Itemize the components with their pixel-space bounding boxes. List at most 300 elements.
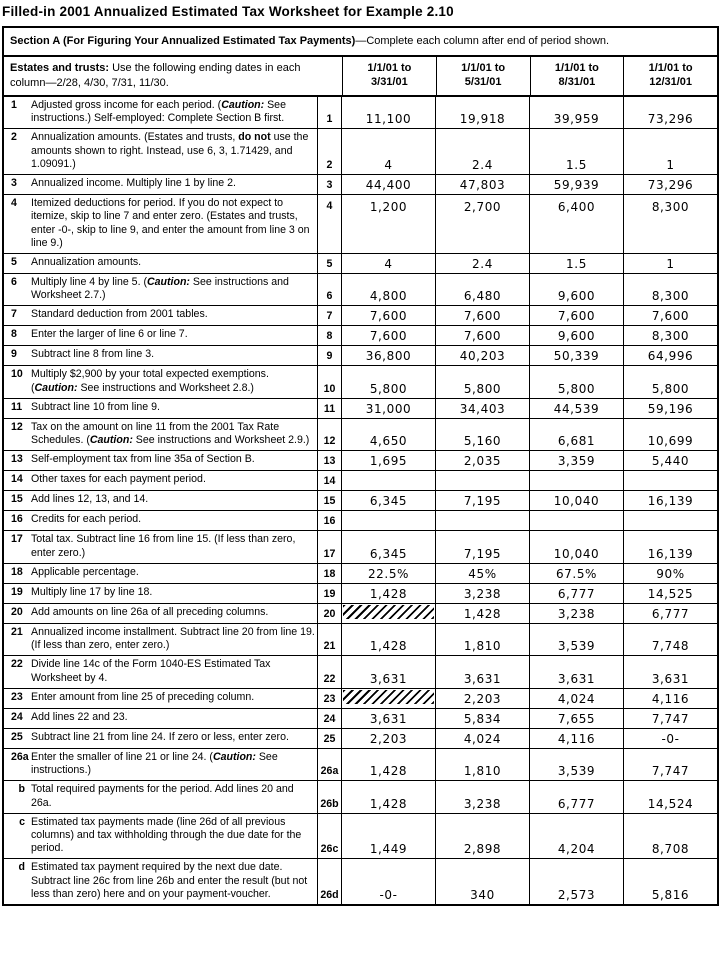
value-cell-line-12-col-4: [624, 419, 717, 450]
entered-value: 40,203: [459, 349, 506, 364]
entered-value: 3,238: [463, 796, 502, 811]
value-cell-line-11-col-1: [342, 399, 436, 418]
value-cell-line-23-col-1: [342, 689, 436, 708]
worksheet-row: [4, 624, 717, 656]
line-number-label: 2: [11, 131, 17, 144]
entered-value: 1,428: [369, 796, 408, 811]
worksheet-row: [4, 491, 717, 511]
worksheet-row: [4, 366, 717, 398]
period-header-4: [624, 57, 717, 95]
value-cell-line-9-col-1: [342, 346, 436, 365]
value-cell-line-15-col-2: [436, 491, 530, 510]
line-number-box: 8: [318, 326, 342, 345]
value-cell-line-23-col-3: [530, 689, 624, 708]
worksheet-row: [4, 531, 717, 563]
line-number-box: 4: [318, 195, 342, 253]
worksheet-row: [4, 511, 717, 531]
line-number-box: 16: [318, 511, 342, 530]
value-cell-line-3-col-1: [342, 175, 436, 194]
description-segment: Subtract line 21 from line 24. If zero or less, enter zero.: [31, 730, 289, 743]
line-description: [31, 131, 315, 171]
line-number-label: 9: [11, 348, 17, 361]
line-number-label: 19: [11, 585, 23, 598]
description-segment: See instructions and Worksheet 2.9.): [132, 434, 310, 447]
line-description-cell: [4, 129, 318, 174]
line-number-box: 26a: [318, 749, 342, 780]
line-number-label: 10: [11, 368, 23, 381]
estates-trusts-text: Use the following ending dates in each column—2/28, 4/30, 7/31, 11/30.: [10, 62, 301, 89]
column-header-row: [4, 57, 717, 97]
entered-value: 50,339: [553, 349, 600, 364]
value-cell-line-26d-col-1: [342, 859, 436, 904]
value-cell-line-16-col-4: [624, 511, 717, 530]
line-number-box: 17: [318, 531, 342, 562]
value-cell-line-15-col-1: [342, 491, 436, 510]
entered-value: 1,695: [369, 454, 408, 469]
value-cell-line-2-col-4: [624, 129, 717, 174]
value-cell-line-11-col-2: [436, 399, 530, 418]
description-segment: See instructions and Worksheet 2.8.): [77, 381, 254, 394]
period-start: 1/1/01 to: [648, 62, 693, 75]
line-number-box: 21: [318, 624, 342, 655]
value-cell-line-17-col-1: [342, 531, 436, 562]
value-cell-line-21-col-1: [342, 624, 436, 655]
line-number-label: d: [18, 861, 25, 874]
worksheet-row: [4, 129, 717, 175]
entered-value: 4: [384, 257, 393, 271]
value-cell-line-13-col-4: [624, 451, 717, 470]
value-cell-line-13-col-1: [342, 451, 436, 470]
line-number-box: 24: [318, 709, 342, 728]
value-cell-line-26c-col-1: [342, 814, 436, 859]
value-cell-line-7-col-4: [624, 306, 717, 325]
entered-value: 2,898: [463, 842, 502, 857]
line-description-cell: [4, 781, 318, 812]
worksheet-row: [4, 195, 717, 254]
value-cell-line-21-col-2: [436, 624, 530, 655]
entered-value: 44,400: [365, 178, 412, 193]
entered-value: 2,203: [369, 731, 408, 746]
value-cell-line-6-col-1: [342, 274, 436, 305]
entered-value: 2,700: [463, 200, 502, 215]
entered-value: 6,681: [557, 434, 596, 449]
entered-value: 7,600: [463, 329, 502, 344]
line-description: [31, 816, 315, 856]
line-number-label: 18: [11, 565, 23, 578]
line-description: [31, 533, 315, 559]
value-cell-line-10-col-2: [436, 366, 530, 397]
line-description-cell: [4, 399, 318, 418]
entered-value: 6,777: [651, 606, 690, 621]
entered-value: 4,800: [369, 289, 408, 304]
description-segment: Caution:: [34, 381, 78, 394]
line-description: [31, 691, 315, 705]
line-number-box: 2: [318, 129, 342, 174]
entered-value: 7,655: [557, 711, 596, 726]
entered-value: 16,139: [647, 494, 694, 509]
worksheet-row: [4, 97, 717, 129]
description-segment: Total tax. Subtract line 16 from line 15. (If less than zero, enter zero.): [31, 533, 296, 559]
entered-value: 7,600: [557, 309, 596, 324]
line-description: [31, 401, 315, 415]
value-cell-line-20-col-1: [342, 604, 436, 623]
line-number-box: 13: [318, 451, 342, 470]
value-cell-line-18-col-2: [436, 564, 530, 583]
entered-value: 36,800: [365, 349, 412, 364]
period-end: 12/31/01: [649, 76, 693, 89]
line-description-cell: [4, 195, 318, 253]
line-description: [31, 493, 315, 507]
description-segment: Tax on the amount on line 11 from the 2001 Tax Rate Schedules. (: [31, 420, 280, 447]
section-a-header: [4, 28, 717, 57]
line-number-label: 4: [11, 197, 17, 210]
value-cell-line-26a-col-1: [342, 749, 436, 780]
value-cell-line-3-col-4: [624, 175, 717, 194]
line-number-label: 22: [11, 658, 23, 671]
entered-value: 8,300: [651, 289, 690, 304]
value-cell-line-12-col-2: [436, 419, 530, 450]
period-header-3: [531, 57, 625, 95]
line-description: [31, 626, 315, 652]
line-number-label: 7: [11, 308, 17, 321]
description-segment: Annualization amounts. (Estates and trusts,: [31, 131, 239, 144]
worksheet-row: [4, 306, 717, 326]
value-cell-line-26a-col-3: [530, 749, 624, 780]
line-description: [31, 751, 315, 777]
entered-value: 14,524: [647, 796, 694, 811]
line-description: [31, 861, 315, 901]
description-segment: Enter the smaller of line 21 or line 24. (: [31, 750, 213, 763]
entered-value: 1,449: [369, 842, 408, 857]
line-description-cell: [4, 326, 318, 345]
hatched-blocked-cell: [343, 605, 434, 619]
value-cell-line-25-col-2: [436, 729, 530, 748]
entered-value: 2,035: [463, 454, 502, 469]
value-cell-line-21-col-4: [624, 624, 717, 655]
value-cell-line-26b-col-2: [436, 781, 530, 812]
value-cell-line-7-col-2: [436, 306, 530, 325]
line-description-cell: [4, 624, 318, 655]
line-number-label: 24: [11, 710, 23, 723]
value-cell-line-2-col-1: [342, 129, 436, 174]
line-number-box: 15: [318, 491, 342, 510]
line-description-cell: [4, 749, 318, 780]
worksheet-row: [4, 274, 717, 306]
line-description: [31, 197, 315, 250]
value-cell-line-19-col-3: [530, 584, 624, 603]
value-cell-line-5-col-3: [530, 254, 624, 273]
line-number-label: 13: [11, 453, 23, 466]
line-number-label: 11: [11, 400, 23, 413]
period-end: 3/31/01: [371, 76, 408, 89]
section-a-note: —Complete each column after end of period shown.: [355, 35, 610, 47]
value-cell-line-9-col-3: [530, 346, 624, 365]
entered-value: 3,631: [369, 711, 408, 726]
line-description-cell: [4, 564, 318, 583]
entered-value: 8,708: [651, 842, 690, 857]
line-description-cell: [4, 451, 318, 470]
period-end: 5/31/01: [464, 76, 502, 89]
value-cell-line-8-col-1: [342, 326, 436, 345]
entered-value: 6,480: [463, 289, 502, 304]
description-segment: Annualized income installment. Subtract line 20 from line 19. (If less than zero, enter zero.): [31, 625, 315, 652]
entered-value: 10,040: [553, 546, 600, 561]
value-cell-line-22-col-1: [342, 656, 436, 687]
worksheet-row: [4, 859, 717, 904]
entered-value: 45%: [468, 566, 497, 581]
entered-value: 7,748: [651, 639, 690, 654]
value-cell-line-17-col-2: [436, 531, 530, 562]
line-number-label: 6: [11, 276, 17, 288]
description-segment: Caution:: [212, 750, 256, 763]
description-segment: Total required payments for the period. Add lines 20 and 26a.: [31, 783, 294, 809]
line-description-cell: [4, 366, 318, 397]
worksheet-row: [4, 729, 717, 749]
value-cell-line-3-col-3: [530, 175, 624, 194]
line-number-box: 6: [318, 274, 342, 305]
worksheet-row: [4, 471, 717, 491]
entered-value: 8,300: [651, 200, 690, 215]
value-cell-line-6-col-3: [530, 274, 624, 305]
line-number-box: 3: [318, 175, 342, 194]
worksheet-row: [4, 399, 717, 419]
description-segment: Caution:: [221, 98, 265, 111]
description-segment: See instructions.): [31, 750, 278, 777]
value-cell-line-15-col-3: [530, 491, 624, 510]
entered-value: 5,160: [463, 434, 502, 449]
line-description-cell: [4, 656, 318, 687]
description-segment: Enter amount from line 25 of preceding column.: [31, 690, 255, 703]
value-cell-line-8-col-4: [624, 326, 717, 345]
value-cell-line-14-col-2: [436, 471, 530, 490]
entered-value: 44,539: [553, 401, 600, 416]
line-number-label: 16: [11, 513, 23, 526]
value-cell-line-4-col-4: [624, 195, 717, 253]
description-segment: Caution:: [89, 434, 133, 447]
line-number-box: 26b: [318, 781, 342, 812]
entered-value: 59,939: [553, 178, 600, 193]
value-cell-line-26b-col-4: [624, 781, 717, 812]
line-number-label: b: [18, 783, 25, 796]
line-description: [31, 473, 315, 487]
line-description: [31, 658, 315, 684]
entered-value: 3,631: [463, 671, 502, 686]
entered-value: 4,024: [557, 691, 596, 706]
worksheet-row: [4, 656, 717, 688]
value-cell-line-13-col-3: [530, 451, 624, 470]
line-number-box: 9: [318, 346, 342, 365]
entered-value: 7,747: [651, 711, 690, 726]
value-cell-line-26d-col-2: [436, 859, 530, 904]
description-segment: Multiply $2,900 by your total expected exemptions. (: [31, 368, 269, 394]
value-cell-line-22-col-2: [436, 656, 530, 687]
description-segment: do not: [238, 131, 271, 144]
value-cell-line-16-col-3: [530, 511, 624, 530]
worksheet-rows: [4, 97, 717, 904]
line-number-label: 15: [11, 493, 23, 506]
line-description: [31, 586, 315, 600]
line-description: [31, 453, 315, 467]
line-description: [31, 711, 315, 725]
entered-value: 340: [470, 888, 495, 903]
line-description: [31, 308, 315, 322]
line-description-cell: [4, 511, 318, 530]
period-start: 1/1/01 to: [461, 62, 506, 75]
line-description: [31, 328, 315, 342]
line-number-box: 12: [318, 419, 342, 450]
line-description-cell: [4, 729, 318, 748]
line-number-label: 3: [11, 177, 17, 190]
period-header-1: [343, 57, 437, 95]
entered-value: 2.4: [472, 257, 493, 271]
description-segment: Enter the larger of line 6 or line 7.: [31, 328, 188, 341]
description-segment: Subtract line 8 from line 3.: [31, 348, 155, 361]
line-number-box: 11: [318, 399, 342, 418]
entered-value: 64,996: [647, 349, 694, 364]
value-cell-line-17-col-4: [624, 531, 717, 562]
entered-value: 3,238: [557, 606, 596, 621]
value-cell-line-25-col-4: [624, 729, 717, 748]
entered-value: 5,800: [463, 381, 502, 396]
entered-value: 9,600: [557, 289, 596, 304]
line-number-label: 12: [11, 420, 23, 433]
value-cell-line-6-col-4: [624, 274, 717, 305]
line-number-label: 20: [11, 605, 23, 618]
entered-value: 3,238: [463, 586, 502, 601]
entered-value: 4: [384, 158, 393, 173]
value-cell-line-2-col-2: [436, 129, 530, 174]
line-number-box: 7: [318, 306, 342, 325]
period-start: 1/1/01 to: [554, 62, 599, 75]
line-description: [31, 421, 315, 447]
value-cell-line-11-col-3: [530, 399, 624, 418]
value-cell-line-15-col-4: [624, 491, 717, 510]
value-cell-line-20-col-3: [530, 604, 624, 623]
entered-value: 3,631: [557, 671, 596, 686]
line-description: [31, 256, 315, 270]
entered-value: 5,816: [651, 888, 690, 903]
line-description-cell: [4, 491, 318, 510]
value-cell-line-24-col-3: [530, 709, 624, 728]
entered-value: 39,959: [553, 112, 600, 127]
value-cell-line-8-col-3: [530, 326, 624, 345]
entered-value: 1,200: [369, 200, 408, 215]
worksheet-row: [4, 749, 717, 781]
line-number-box: 19: [318, 584, 342, 603]
entered-value: 19,918: [459, 112, 506, 127]
line-number-box: 1: [318, 97, 342, 128]
worksheet-row: [4, 584, 717, 604]
period-header-2: [437, 57, 531, 95]
worksheet-row: [4, 689, 717, 709]
entered-value: 31,000: [365, 401, 412, 416]
worksheet-row: [4, 419, 717, 451]
line-number-box: 18: [318, 564, 342, 583]
value-cell-line-22-col-3: [530, 656, 624, 687]
entered-value: 3,631: [369, 671, 408, 686]
entered-value: 7,600: [369, 329, 408, 344]
value-cell-line-2-col-3: [530, 129, 624, 174]
description-segment: Caution:: [147, 276, 190, 288]
line-number-label: 23: [11, 690, 23, 703]
value-cell-line-23-col-2: [436, 689, 530, 708]
entered-value: 7,195: [463, 546, 502, 561]
description-segment: Add lines 22 and 23.: [31, 710, 128, 723]
line-number-box: 22: [318, 656, 342, 687]
value-cell-line-19-col-4: [624, 584, 717, 603]
description-segment: Add lines 12, 13, and 14.: [31, 493, 149, 506]
worksheet-row: [4, 604, 717, 624]
worksheet-table: [2, 26, 719, 906]
worksheet-row: [4, 814, 717, 860]
line-description-cell: [4, 709, 318, 728]
entered-value: 4,116: [557, 731, 596, 746]
entered-value: 1,810: [463, 764, 502, 779]
value-cell-line-1-col-3: [530, 97, 624, 128]
description-segment: Estimated tax payment required by the next due date. Subtract line 26c from line 26b and enter the result (but not less than zero) here and on your payment-voucher.: [31, 861, 308, 900]
line-description-cell: [4, 531, 318, 562]
worksheet-row: [4, 346, 717, 366]
line-number-label: c: [19, 815, 25, 828]
value-cell-line-25-col-3: [530, 729, 624, 748]
value-cell-line-22-col-4: [624, 656, 717, 687]
entered-value: 34,403: [459, 401, 506, 416]
line-number-label: 5: [11, 256, 17, 268]
value-cell-line-16-col-2: [436, 511, 530, 530]
line-description: [31, 566, 315, 580]
value-cell-line-5-col-4: [624, 254, 717, 273]
entered-value: 73,296: [647, 112, 694, 127]
line-number-label: 1: [11, 98, 17, 111]
value-cell-line-14-col-1: [342, 471, 436, 490]
line-number-label: 17: [11, 533, 23, 546]
entered-value: 6,400: [557, 200, 596, 215]
entered-value: -0-: [379, 888, 398, 903]
description-segment: See instructions.) Self-employed: Complete Section B first.: [31, 98, 286, 125]
entered-value: 1: [666, 158, 675, 173]
entered-value: 5,834: [463, 711, 502, 726]
value-cell-line-21-col-3: [530, 624, 624, 655]
value-cell-line-20-col-4: [624, 604, 717, 623]
entered-value: 1: [666, 257, 675, 271]
section-a-title: Section A (For Figuring Your Annualized Estimated Tax Payments): [10, 35, 356, 47]
line-description-cell: [4, 584, 318, 603]
value-cell-line-26c-col-2: [436, 814, 530, 859]
value-cell-line-5-col-2: [436, 254, 530, 273]
value-cell-line-18-col-3: [530, 564, 624, 583]
value-cell-line-6-col-2: [436, 274, 530, 305]
line-description: [31, 731, 315, 745]
entered-value: 22.5%: [367, 566, 410, 581]
line-description: [31, 513, 315, 527]
value-cell-line-20-col-2: [436, 604, 530, 623]
entered-value: 1,428: [369, 586, 408, 601]
entered-value: 10,699: [647, 434, 694, 449]
value-cell-line-26c-col-3: [530, 814, 624, 859]
entered-value: -0-: [661, 731, 680, 746]
line-description: [31, 606, 315, 620]
period-end: 8/31/01: [558, 76, 596, 89]
value-cell-line-26a-col-4: [624, 749, 717, 780]
description-segment: use the amounts shown to right. Instead, use 6, 3, 1.71429, and 1.09091.): [31, 131, 309, 170]
value-cell-line-19-col-1: [342, 584, 436, 603]
line-number-box: 26d: [318, 859, 342, 904]
hatched-blocked-cell: [343, 690, 434, 704]
description-segment: Credits for each period.: [31, 513, 142, 526]
page-title: Filled-in 2001 Annualized Estimated Tax Worksheet for Example 2.10: [2, 4, 454, 19]
description-segment: Multiply line 17 by line 18.: [31, 585, 153, 598]
value-cell-line-24-col-2: [436, 709, 530, 728]
